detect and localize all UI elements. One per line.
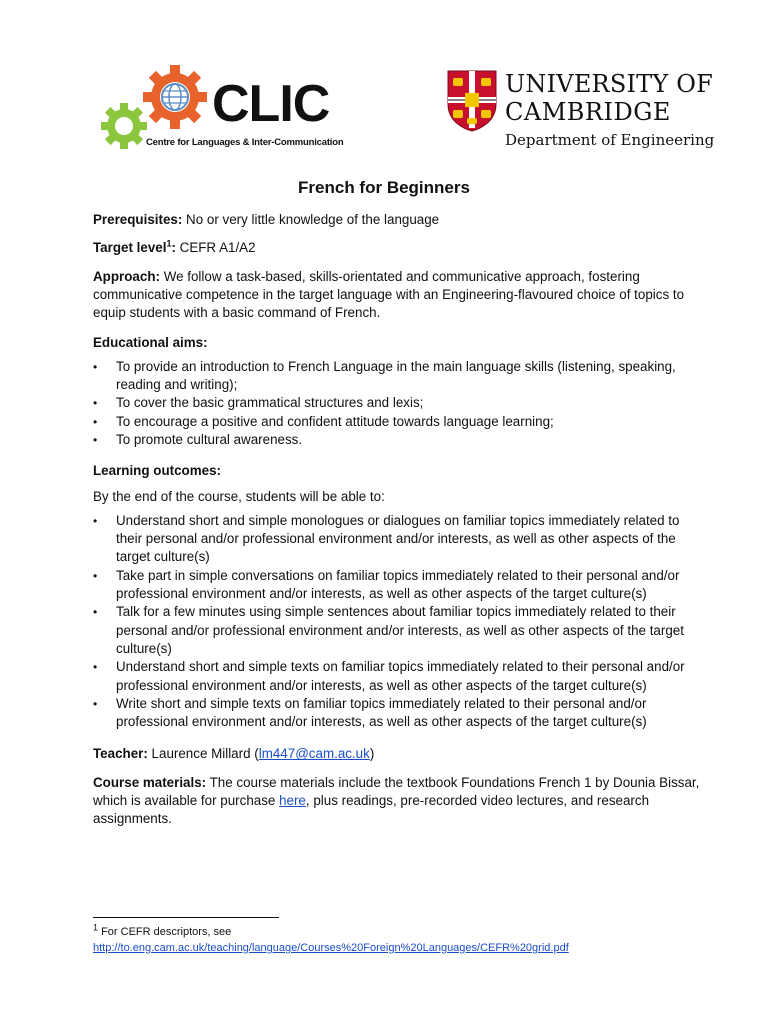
purchase-here-link[interactable]: here — [279, 793, 306, 809]
course-materials-paragraph — [93, 774, 703, 829]
footnote-text-line — [93, 924, 713, 940]
target-level-colon: : — [171, 240, 176, 256]
list-item: • Understand short and simple texts on familiar topics immediately related to their personal and/or professional environment and/or interests, as well as other aspects of the target culture(s) — [93, 658, 703, 695]
page-title: French for Beginners — [298, 178, 470, 197]
approach-paragraph — [93, 268, 703, 323]
cambridge-shield-icon — [447, 70, 497, 132]
list-item: • To cover the basic grammatical structures and lexis; — [93, 394, 703, 412]
teacher-paragraph — [93, 745, 703, 763]
course-materials-label: Course materials: — [93, 774, 207, 790]
educational-aims-list — [93, 358, 703, 449]
course-materials-text-end: , plus readings, pre-recorded video lectures, and research assignments. — [93, 793, 650, 827]
target-level-text: CEFR A1/A2 — [175, 240, 256, 256]
footnote-reference: 1 — [166, 238, 172, 249]
list-item: • Talk for a few minutes using simple sentences about familiar topics immediately related to their personal and/or professional environment and/or interests, as well as other aspects of the target culture(s) — [93, 603, 703, 658]
cefr-grid-link[interactable]: http://to.eng.cam.ac.uk/teaching/language/Courses%20Foreign%20Languages/CEFR%20grid.pdf — [93, 942, 569, 954]
cambridge-line2: CAMBRIDGE — [505, 98, 671, 126]
footnote-text: For CEFR descriptors, see — [98, 926, 232, 938]
clic-logo-subtitle: Centre for Languages & Inter-Communication — [146, 137, 344, 148]
teacher-email-link[interactable]: lm447@cam.ac.uk — [258, 746, 370, 762]
orange-gear-icon — [143, 65, 207, 129]
learning-outcomes-heading: Learning outcomes: — [93, 463, 221, 479]
list-item: • To encourage a positive and confident attitude towards language learning; — [93, 413, 703, 431]
list-item: • Understand short and simple monologues or dialogues on familiar topics immediately related to their personal and/or professional environment and/or interests, as well as other aspects of the target culture(s) — [93, 512, 703, 567]
clic-logo-wordmark: CLIC — [212, 75, 330, 133]
list-item: • To promote cultural awareness. — [93, 431, 703, 449]
teacher-name: Laurence Millard ( — [147, 746, 259, 762]
footnote-mark: 1 — [93, 922, 99, 933]
footnote-divider — [93, 917, 279, 918]
target-level-paragraph — [93, 239, 703, 257]
course-materials-text: The course materials include the textbook Foundations French 1 by Dounia Bissar, which is available for purchase — [93, 774, 700, 809]
learning-outcomes-list — [93, 512, 703, 732]
cambridge-logo-text — [505, 70, 714, 150]
prerequisites-paragraph — [93, 211, 703, 229]
learning-outcomes-intro: By the end of the course, students will be able to: — [93, 488, 385, 504]
prerequisites-text: No or very little knowledge of the language — [182, 212, 440, 227]
teacher-label: Teacher: — [93, 746, 148, 762]
teacher-close-paren: ) — [369, 746, 375, 762]
prerequisites-label: Prerequisites: — [93, 212, 183, 227]
approach-label: Approach: — [93, 268, 160, 284]
target-level-label: Target level — [93, 240, 167, 256]
educational-aims-heading: Educational aims: — [93, 335, 208, 351]
footnote — [93, 924, 713, 956]
course-description — [93, 211, 703, 839]
list-item: • To provide an introduction to French Language in the main language skills (listening, speaking, reading and writing); — [93, 358, 703, 395]
green-gear-icon — [101, 103, 147, 149]
cambridge-line1: UNIVERSITY OF — [505, 70, 713, 98]
list-item: • Take part in simple conversations on familiar topics immediately related to their personal and/or professional environment and/or interests, as well as other aspects of the target culture(s) — [93, 567, 703, 604]
approach-text: We follow a task-based, skills-orientated and communicative approach, fostering communicative competence in the target language with an Engineering-flavoured choice of topics to equip students with a basic command of French. — [93, 268, 685, 321]
cambridge-department: Department of Engineering — [505, 131, 715, 149]
list-item: • Write short and simple texts on familiar topics immediately related to their personal and/or professional environment and/or interests, as well as other aspects of the target culture(s) — [93, 695, 703, 732]
